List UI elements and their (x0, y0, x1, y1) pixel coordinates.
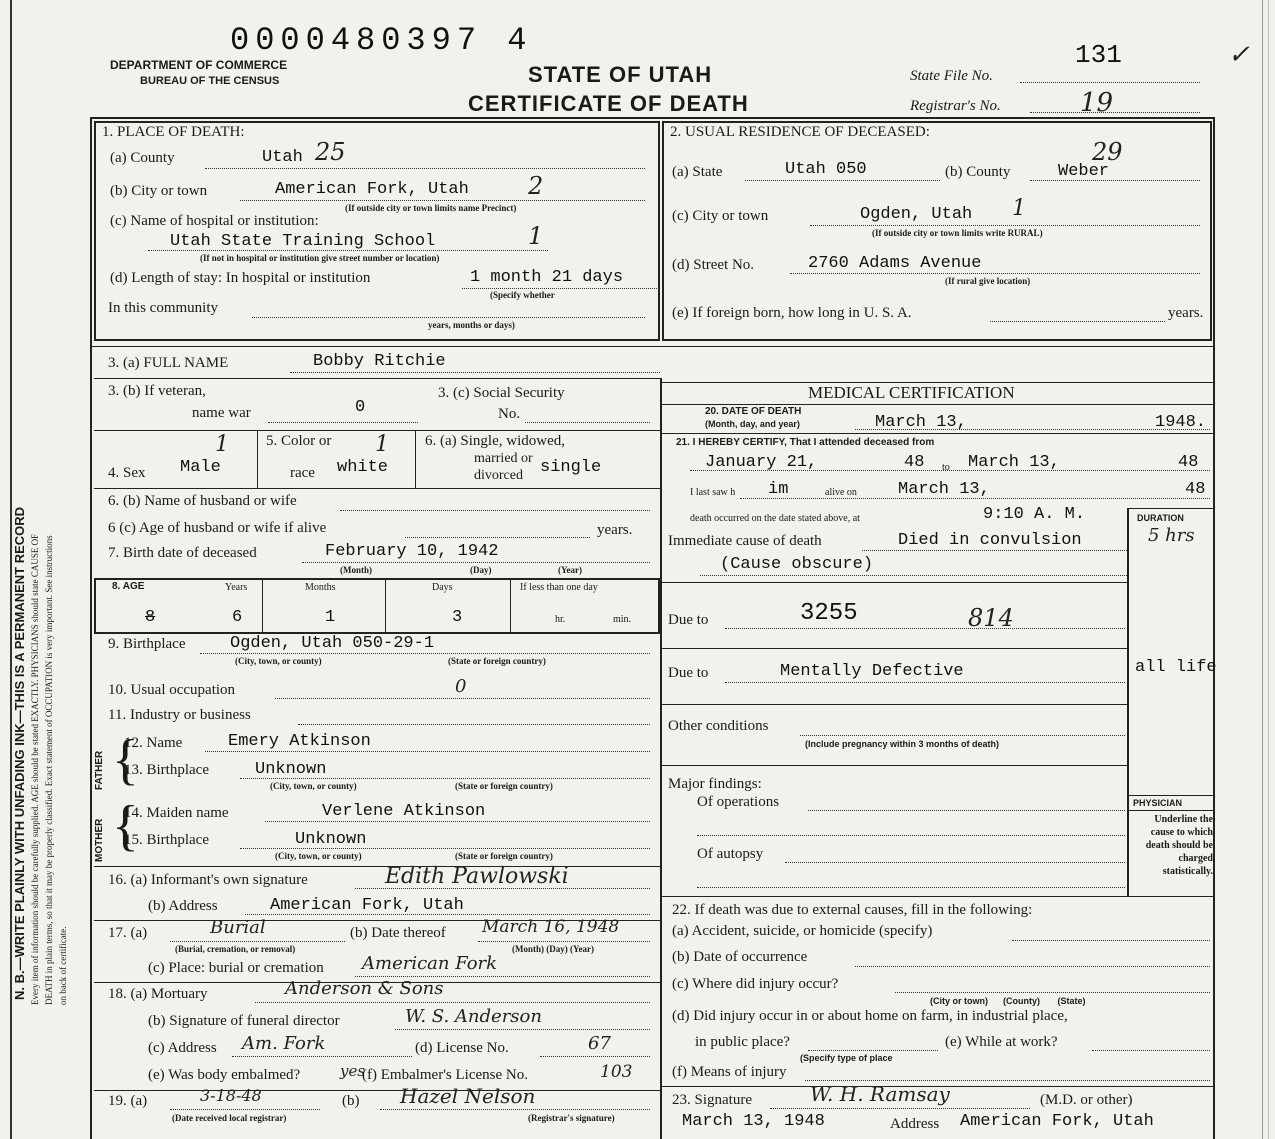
attended-to-year: 48 (1178, 453, 1199, 472)
physician-addr-label: Address (890, 1116, 940, 1132)
res-city-note: (If outside city or town limits write RURAL) (872, 228, 1043, 238)
alive-label: alive on (825, 487, 857, 498)
registrar-signature: Hazel Nelson (400, 1084, 536, 1108)
certificate-title: CERTIFICATE OF DEATH (468, 91, 749, 116)
hospital-name: Utah State Training School (170, 232, 436, 251)
res-street-label: (d) Street No. (672, 257, 755, 273)
res-county: Weber (1058, 162, 1110, 181)
lastsaw-him: im (768, 480, 789, 499)
m-bp-note-1: (City, town, or county) (275, 851, 362, 861)
immediate-cause-2: (Cause obscure) (720, 555, 874, 574)
immediate-cause: Died in convulsion (898, 531, 1082, 550)
occurred-label: death occurred on the date stated above, at (690, 513, 860, 524)
center-divider (660, 378, 662, 1139)
attended-from: January 21, (705, 453, 818, 472)
min-label: min. (613, 614, 632, 625)
fill-line (700, 575, 1127, 576)
autopsy-label: Of autopsy (697, 846, 764, 862)
death-city-code: 2 (528, 172, 544, 200)
state-heading: STATE OF UTAH (528, 62, 713, 87)
burial-place-label: (c) Place: burial or cremation (148, 960, 324, 976)
rule (94, 430, 660, 431)
burial-note: (Burial, cremation, or removal) (175, 944, 296, 954)
fill-line (690, 470, 1210, 471)
director-label: (b) Signature of funeral director (148, 1013, 340, 1029)
mortuary-addr-label: (c) Address (148, 1040, 217, 1056)
foreign-label: (e) If foreign born, how long in U. S. A. (672, 305, 912, 321)
margin-instruction: N. B.—WRITE PLAINLY WITH UNFADING INK—THIS IS A PERMANENT RECORD (12, 506, 27, 1000)
age-struck: 8 (145, 608, 156, 627)
mother-name-label: 14. Maiden name (124, 805, 229, 821)
signature-date: March 13, 1948 (682, 1112, 825, 1131)
mother-name: Verlene Atkinson (322, 802, 486, 821)
birth-month-note: (Month) (340, 565, 372, 575)
veteran-label: 3. (b) If veteran, (108, 383, 206, 399)
race-code: 1 (375, 432, 389, 457)
external-d-note: (Specify type of place (800, 1053, 893, 1063)
margin-instruction: DEATH in plain terms, so that it may be properly classified. Exact statement of OCCUPATION is very important. See instructions (44, 535, 54, 1005)
external-a: (a) Accident, suicide, or homicide (specify) (672, 923, 933, 939)
death-county: Utah (262, 148, 303, 167)
physician-address: American Fork, Utah (960, 1112, 1154, 1131)
to-label: to (942, 462, 950, 473)
rule (660, 765, 1127, 766)
major-findings-label: Major findings: (668, 776, 762, 792)
state-file-label: State File No. (910, 68, 993, 84)
sex-value: Male (180, 458, 221, 477)
rule (660, 582, 1127, 583)
dod-year: 1948. (1155, 413, 1207, 432)
time-of-death: 9:10 A. M. (983, 505, 1086, 524)
bp-note-2: (State or foreign country) (448, 656, 546, 666)
due2-cause: Mentally Defective (780, 662, 964, 681)
years-label: Years (225, 582, 248, 593)
res-county-code: 29 (1092, 138, 1123, 166)
fill-line (697, 887, 1125, 888)
rule (510, 578, 511, 634)
margin-instruction: on back of certificate. (58, 926, 68, 1005)
due2-duration: all life (1135, 658, 1217, 677)
informant-addr-label: (b) Address (148, 898, 218, 914)
father-birthplace: Unknown (255, 760, 327, 779)
fill-line (785, 862, 1125, 863)
external-c: (c) Where did injury occur? (672, 976, 839, 992)
registrar-sig-label: (b) (342, 1093, 360, 1109)
date-of-death: March 13, (875, 413, 967, 432)
fill-line (800, 735, 1125, 736)
margin-instruction: Every item of information should be carefully supplied. AGE should be stated EXACTLY. PHYSICIANS should state CAUSE OF (30, 533, 40, 1005)
external-d: (d) Did injury occur in or about home on farm, in industrial place, (672, 1008, 1068, 1024)
burial-date: March 16, 1948 (482, 917, 620, 937)
rule (660, 896, 1215, 897)
mortuary: Anderson & Sons (285, 978, 444, 999)
operations-label: Of operations (697, 794, 780, 810)
external-title: 22. If death was due to external causes, fill in the following: (672, 902, 1033, 918)
fill-line (1012, 940, 1210, 941)
fill-line (895, 992, 1210, 993)
hospital-code: 1 (528, 222, 544, 250)
external-e: (e) While at work? (945, 1034, 1058, 1050)
residence-title: 2. USUAL RESIDENCE OF DECEASED: (670, 124, 930, 140)
informant-label: 16. (a) Informant's own signature (108, 872, 308, 888)
place-of-death-title: 1. PLACE OF DEATH: (102, 124, 245, 140)
full-name-label: 3. (a) FULL NAME (108, 355, 229, 371)
physician-label: PHYSICIAN (1133, 798, 1183, 808)
fill-line (255, 1002, 650, 1003)
birth-year-note: (Year) (558, 565, 582, 575)
stay-note: (Specify whether (490, 290, 555, 300)
rule (660, 404, 1215, 405)
rule (415, 430, 416, 488)
received-label: 19. (a) (108, 1093, 148, 1109)
full-name: Bobby Ritchie (313, 352, 446, 371)
burial-date-note: (Month) (Day) (Year) (512, 944, 594, 954)
res-city-code: 1 (1012, 196, 1026, 221)
age-years: 6 (232, 608, 243, 627)
fill-line (395, 1029, 650, 1030)
fill-line (808, 1050, 938, 1051)
less-than-day-label: If less than one day (520, 582, 598, 593)
fill-line (740, 498, 1210, 499)
fill-line (770, 1108, 1030, 1109)
immediate-label: Immediate cause of death (668, 533, 822, 549)
registrar-no-label: Registrar's No. (910, 98, 1001, 114)
res-state-label: (a) State (672, 164, 723, 180)
fill-line (380, 1109, 650, 1110)
rule (1127, 508, 1215, 509)
age-days: 3 (452, 608, 463, 627)
burial-method: Burial (210, 917, 266, 938)
due1-code: 3255 (800, 600, 858, 627)
due2-label: Due to (668, 665, 709, 681)
fill-line (200, 653, 650, 654)
fill-line (462, 288, 657, 289)
registrar-sig-note: (Registrar's signature) (528, 1113, 615, 1123)
rule (660, 704, 1127, 705)
age-months: 1 (325, 608, 336, 627)
fill-line (808, 810, 1125, 811)
dod-label: 20. DATE OF DEATH (705, 406, 802, 417)
death-county-code: 25 (315, 138, 346, 166)
fill-line (275, 698, 650, 699)
director-signature: W. S. Anderson (405, 1006, 542, 1027)
death-city: American Fork, Utah (275, 180, 469, 199)
fill-line (355, 976, 650, 977)
marital-value: single (540, 458, 602, 477)
hr-label: hr. (555, 614, 566, 625)
registrar-number: 19 (1080, 88, 1114, 118)
county-label: (a) County (110, 150, 175, 166)
rule (94, 378, 660, 379)
spouse-age-suffix: years. (597, 522, 633, 538)
physician-note: Underline the cause to which death should be charged statistically. (1145, 814, 1213, 877)
serial-number: 0000480397 4 (230, 22, 533, 59)
city-label: (b) City or town (110, 183, 208, 199)
due1-secondary: 814 (968, 604, 1014, 632)
license-label: (d) License No. (415, 1040, 509, 1056)
rule (660, 433, 1215, 434)
burial-place: American Fork (362, 953, 498, 974)
other-label: Other conditions (668, 718, 769, 734)
fill-line (862, 550, 1127, 551)
months-label: Months (305, 582, 336, 593)
fill-line (232, 1056, 412, 1057)
rule (257, 430, 258, 488)
mortuary-label: 18. (a) Mortuary (108, 986, 208, 1002)
page-edge (1268, 0, 1269, 1139)
fill-line (205, 751, 650, 752)
fill-line (810, 225, 1200, 226)
length-of-stay: 1 month 21 days (470, 268, 624, 287)
father-name: Emery Atkinson (228, 732, 371, 751)
page-edge (1262, 0, 1263, 1139)
mother-label: MOTHER (94, 818, 105, 862)
fill-line (170, 1109, 320, 1110)
fill-line (268, 422, 418, 423)
days-label: Days (432, 582, 453, 593)
last-saw-year: 48 (1185, 480, 1206, 499)
res-city-label: (c) City or town (672, 208, 769, 224)
state-file-line (1020, 82, 1200, 83)
f-bp-note-2: (State or foreign country) (455, 781, 553, 791)
res-county-label: (b) County (945, 164, 1011, 180)
fill-line (805, 1080, 1210, 1081)
fill-line (298, 724, 650, 725)
last-saw-date: March 13, (898, 480, 990, 499)
burial-date-label: (b) Date thereof (350, 925, 446, 941)
fill-line (478, 941, 650, 942)
registrar-no-line (1030, 112, 1200, 113)
external-c-note: (City or town) (County) (State) (930, 996, 1086, 1006)
fill-line (855, 966, 1210, 967)
fill-line (405, 537, 590, 538)
marital-label-3: divorced (474, 468, 523, 483)
mother-bp-label: 15. Birthplace (124, 832, 209, 848)
received-note: (Date received local registrar) (172, 1113, 287, 1123)
attended-from-year: 48 (904, 453, 925, 472)
occupation-label: 10. Usual occupation (108, 682, 236, 698)
external-b: (b) Date of occurrence (672, 949, 808, 965)
father-bp-label: 13. Birthplace (124, 762, 209, 778)
color-label: 5. Color or (266, 433, 332, 449)
war-name: 0 (355, 398, 366, 417)
informant-address: American Fork, Utah (270, 896, 464, 915)
embalmer-license: 103 (600, 1062, 633, 1082)
rule (94, 866, 660, 867)
ss-no-label: No. (498, 406, 521, 422)
check-mark-icon: ✓ (1228, 40, 1250, 70)
rule (385, 578, 386, 634)
received-date: 3-18-48 (200, 1086, 262, 1105)
fill-line (205, 168, 645, 169)
marital-label-2: married or (474, 451, 533, 466)
fill-line (1030, 180, 1200, 181)
sex-label: 4. Sex (108, 465, 146, 481)
fill-line (540, 1056, 650, 1057)
hospital-note: (If not in hospital or institution give street number or location) (200, 253, 440, 263)
mother-birthplace: Unknown (295, 830, 367, 849)
birth-label: 7. Birth date of deceased (108, 545, 257, 561)
duration-label: DURATION (1137, 513, 1184, 523)
rule (90, 346, 1215, 347)
birthplace-label: 9. Birthplace (108, 636, 186, 652)
community-note: years, months or days) (428, 320, 515, 330)
father-label: FATHER (94, 750, 105, 790)
md-label: (M.D. or other) (1040, 1092, 1133, 1108)
fill-line (745, 180, 940, 181)
fill-line (290, 372, 660, 373)
fill-line (725, 682, 1125, 683)
city-note: (If outside city or town limits name Precinct) (345, 203, 517, 213)
fill-line (170, 941, 345, 942)
fill-line (302, 562, 650, 563)
immediate-duration: 5 hrs (1148, 525, 1195, 546)
rule (1127, 810, 1215, 811)
embalmer-license-label: (f) Embalmer's License No. (362, 1067, 528, 1083)
fill-line (340, 510, 650, 511)
war-label: name war (192, 405, 251, 421)
fill-line (990, 321, 1165, 322)
marital-label: 6. (a) Single, widowed, (425, 433, 565, 449)
res-street-note: (If rural give location) (945, 276, 1031, 286)
father-name-label: 12. Name (124, 735, 183, 751)
embalmed-label: (e) Was body embalmed? (148, 1067, 301, 1083)
physician-sig-label: 23. Signature (672, 1092, 752, 1108)
lastsaw-label: I last saw h (690, 487, 736, 498)
embalmed-value: yes (340, 1062, 366, 1080)
industry-label: 11. Industry or business (108, 707, 251, 723)
fill-line (1092, 1050, 1210, 1051)
mother-brace: { (112, 795, 139, 857)
fill-line (252, 317, 645, 318)
fill-line (790, 273, 1200, 274)
dept-name: DEPARTMENT OF COMMERCE (110, 58, 288, 72)
hospital-label: (c) Name of hospital or institution: (110, 213, 319, 229)
birthplace: Ogden, Utah 050-29-1 (230, 634, 435, 653)
external-f: (f) Means of injury (672, 1064, 787, 1080)
rule (94, 1090, 660, 1091)
license-number: 67 (588, 1033, 611, 1054)
bp-note-1: (City, town, or county) (235, 656, 322, 666)
spouse-label: 6. (b) Name of husband or wife (108, 493, 297, 509)
community-label: In this community (108, 300, 218, 316)
rule (262, 578, 263, 634)
ss-label: 3. (c) Social Security (438, 385, 565, 401)
bureau-name: BUREAU OF THE CENSUS (140, 75, 280, 87)
foreign-suffix: years. (1168, 305, 1204, 321)
birth-day-note: (Day) (470, 565, 492, 575)
rule (660, 648, 1127, 649)
f-bp-note-1: (City, town, or county) (270, 781, 357, 791)
due1-label: Due to (668, 612, 709, 628)
race-value: white (337, 458, 389, 477)
father-brace: { (112, 729, 139, 791)
attended-to: March 13, (968, 453, 1060, 472)
m-bp-note-2: (State or foreign country) (455, 851, 553, 861)
dod-note: (Month, day, and year) (705, 419, 800, 429)
other-note: (Include pregnancy within 3 months of death) (805, 739, 1000, 749)
fill-line (525, 422, 650, 423)
burial-label: 17. (a) (108, 925, 148, 941)
res-street: 2760 Adams Avenue (808, 254, 982, 273)
occupation: 0 (455, 676, 467, 697)
stay-label: (d) Length of stay: In hospital or institution (110, 270, 371, 286)
state-file-number: 131 (1075, 40, 1122, 70)
physician-signature: W. H. Ramsay (810, 1082, 950, 1106)
res-state: Utah 050 (785, 160, 867, 179)
rule (1127, 795, 1215, 796)
res-city: Ogden, Utah (860, 205, 973, 224)
fill-line (265, 821, 650, 822)
external-d2: in public place? (695, 1034, 790, 1050)
rule (94, 488, 660, 489)
informant-signature: Edith Pawlowski (385, 864, 569, 889)
certify-text: 21. I HEREBY CERTIFY, That I attended deceased from (676, 437, 935, 448)
birth-date: February 10, 1942 (325, 542, 499, 561)
fill-line (725, 628, 1125, 629)
age-label: 8. AGE (112, 581, 145, 592)
spouse-age-label: 6 (c) Age of husband or wife if alive (108, 520, 327, 536)
fill-line (697, 835, 1125, 836)
fill-line (240, 200, 645, 201)
medical-title: MEDICAL CERTIFICATION (808, 383, 1015, 402)
sex-code: 1 (215, 432, 229, 457)
race-label: race (290, 465, 315, 481)
mortuary-address: Am. Fork (242, 1033, 326, 1054)
